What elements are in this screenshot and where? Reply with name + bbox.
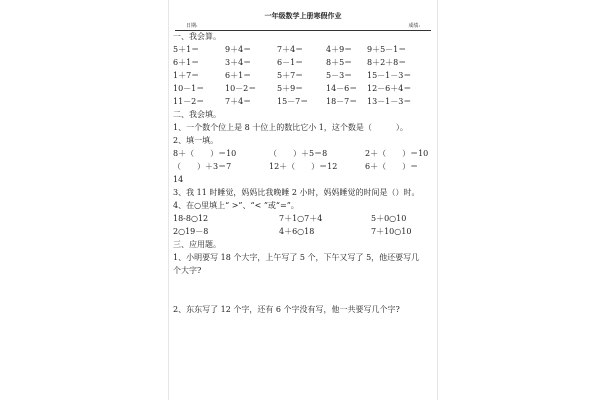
answer-space — [173, 280, 435, 306]
question-2: 2、填一填。 — [173, 136, 219, 145]
fill-row — [173, 163, 435, 176]
fill-item: 8＋（ ）＝10 — [173, 149, 237, 158]
question-1: 1、一个数个位上是 8 十位上的数比它小 1，这个数是（ ）。 — [173, 123, 408, 132]
compare-item: 2○19－8 — [173, 227, 209, 236]
fill-wrap-text: 14 — [173, 175, 184, 184]
fill-item: （ ）＋5＝8 — [269, 149, 328, 158]
compare-item: 7＋10○10 — [371, 227, 412, 236]
calc-item: 6－1＝ — [277, 58, 304, 67]
calc-item: 3＋4＝ — [225, 58, 252, 67]
calc-item: 5＋9＝ — [277, 84, 304, 93]
calc-item: 9＋4＝ — [225, 45, 252, 54]
compare-item: 7＋1○7＋4 — [279, 214, 323, 223]
calc-item: 7＋4＝ — [277, 45, 304, 54]
score-label: 成绩: — [408, 23, 420, 29]
calc-item: 5＋7＝ — [277, 71, 304, 80]
question-4: 4、在○里填上“ >”、“< ”或“=”。 — [173, 201, 299, 210]
calc-item: 1＋7＝ — [173, 71, 200, 80]
calc-item: 7＋4＝ — [225, 97, 252, 106]
section2-heading: 二、我会填。 — [173, 110, 221, 119]
problem-1-line2: 个大字? — [173, 266, 202, 275]
calc-item: 4＋9＝ — [326, 45, 353, 54]
compare-item: 18-8○12 — [173, 214, 209, 223]
fill-item: （ ）＋3＝7 — [173, 162, 232, 171]
header-divider — [175, 30, 431, 31]
calc-item: 8＋2＋8＝ — [367, 58, 407, 67]
problem-1-line1: 1、小明要写 18 个大字，上午写了 5 个，下午又写了 5，他还要写几 — [173, 253, 420, 262]
calc-item: 10－2＝ — [225, 84, 257, 93]
date-label: 日期: — [186, 23, 198, 29]
calc-item: 5－3＝ — [326, 71, 353, 80]
calc-item: 5＋1＝ — [173, 45, 200, 54]
calc-item: 6＋1＝ — [225, 71, 252, 80]
calc-item: 9＋5－1＝ — [367, 45, 407, 54]
section1-heading: 一、我会算。 — [173, 32, 221, 41]
section3-heading: 三、应用题。 — [173, 240, 221, 249]
worksheet-title: 一年级数学上册寒假作业 — [264, 11, 342, 20]
compare-item: 5＋0○10 — [371, 214, 407, 223]
calc-item: 13－1－3＝ — [367, 97, 412, 106]
calc-item: 11－2＝ — [173, 97, 205, 106]
calc-item: 8＋5＝ — [326, 58, 353, 67]
fill-item: 2＋（ ）＝10 — [365, 149, 429, 158]
problem-2: 2、东东写了 12 个字，还有 6 个字没有写，他一共要写几个字? — [173, 305, 400, 314]
calc-item: 15－7＝ — [277, 97, 309, 106]
calc-item: 12－6＋4＝ — [367, 84, 412, 93]
fill-item: 6＋（ ）＝ — [365, 162, 419, 171]
calc-item: 6＋1＝ — [173, 58, 200, 67]
worksheet-content — [173, 33, 435, 319]
question-3: 3、我 11 时睡觉，妈妈比我晚睡 2 小时，妈妈睡觉的时间是（）时。 — [173, 188, 420, 197]
calc-item: 15－1－3＝ — [367, 71, 412, 80]
calc-item: 14－6＝ — [326, 84, 358, 93]
calc-item: 10－1＝ — [173, 84, 205, 93]
fill-item: 12＋（ ）＝12 — [269, 162, 338, 171]
compare-item: 4＋6○18 — [279, 227, 315, 236]
calc-item: 18－7＝ — [326, 97, 358, 106]
worksheet-page — [168, 0, 438, 400]
